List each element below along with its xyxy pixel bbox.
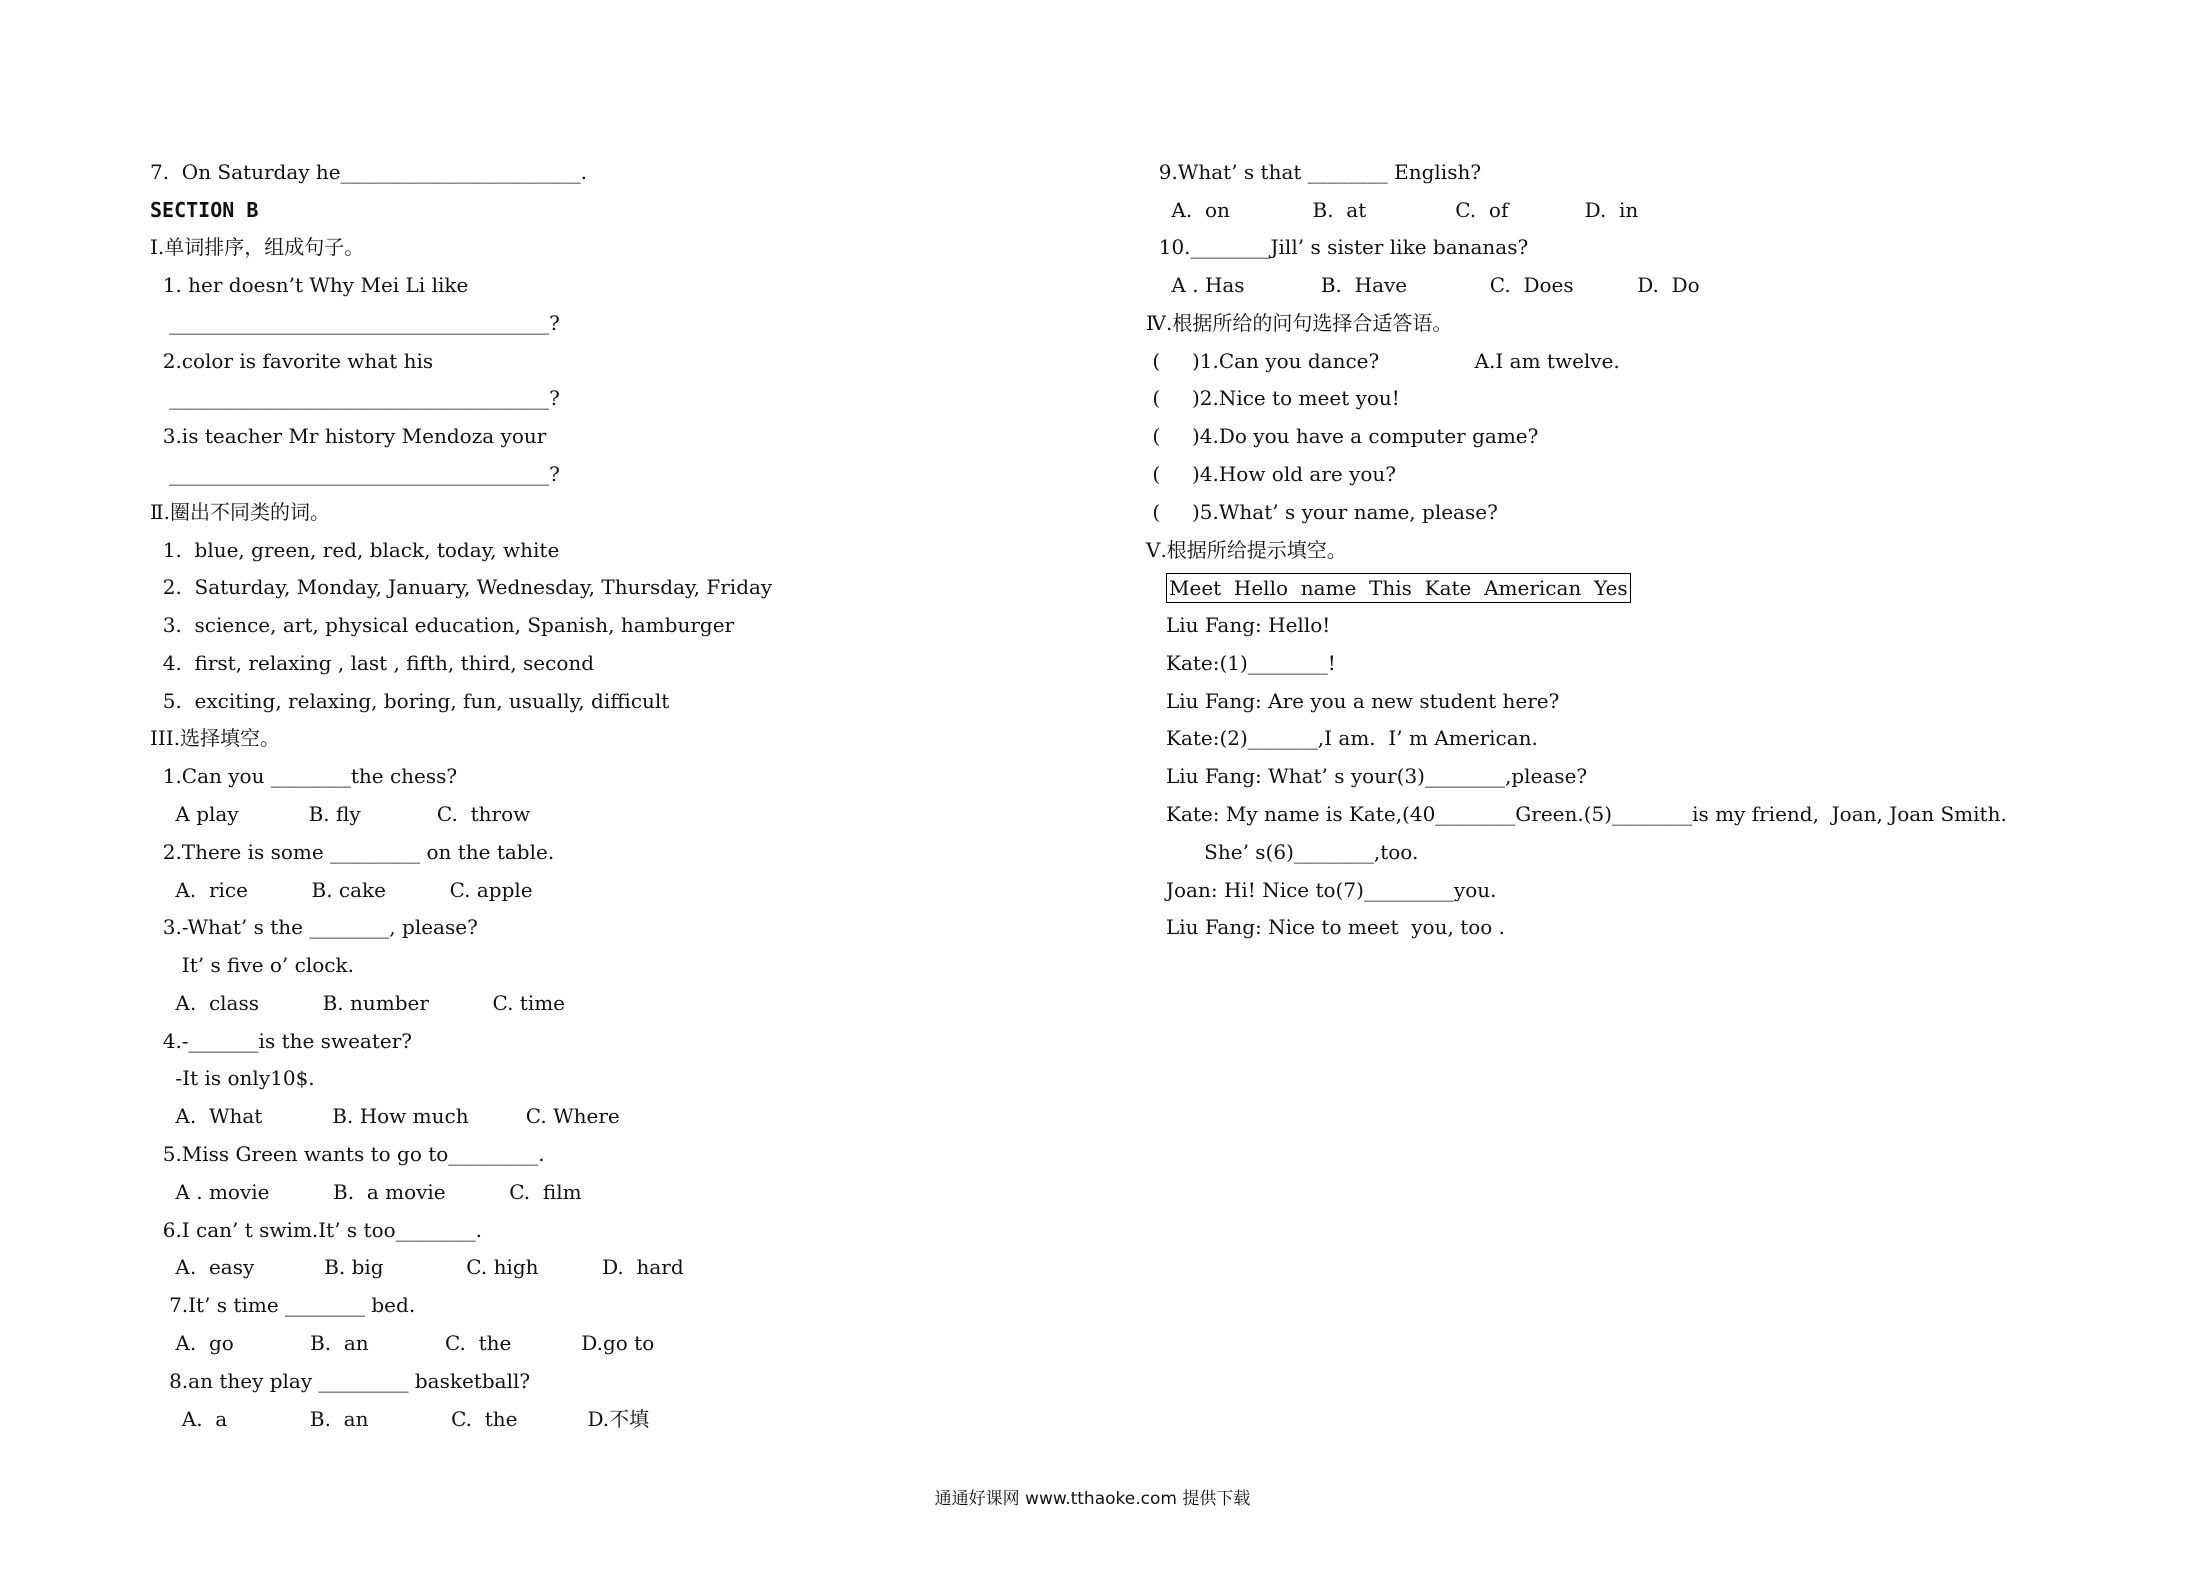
- dialogue-line-9: Liu Fang: Nice to meet you, too .: [1166, 915, 1506, 939]
- dialogue-line-7: She’ s(6)________,too.: [1166, 840, 1419, 864]
- match-item-5: ( )5.What’ s your name, please?: [1146, 500, 1498, 524]
- choice-question-7: 7.It’ s time ________ bed.: [150, 1293, 416, 1317]
- choice-options-3: A. class B. number C. time: [150, 991, 566, 1015]
- dialogue-line-5: Liu Fang: What’ s your(3)________,please?: [1166, 764, 1588, 788]
- dialogue-line-6: Kate: My name is Kate,(40________Green.(5)________is my friend, Joan, Joan Smith.: [1166, 802, 2007, 826]
- dialogue-line-1: Liu Fang: Hello!: [1166, 613, 1331, 637]
- answer-line-3: ______________________________________?: [150, 462, 560, 486]
- choice-options-8: A. a B. an C. the D.不填: [150, 1407, 650, 1431]
- answer-line-2: ______________________________________?: [150, 386, 560, 410]
- choice-options-1: A play B. fly C. throw: [150, 802, 531, 826]
- choice-question-9: 9.What’ s that ________ English?: [1146, 160, 1482, 184]
- odd-one-out-item-3: 3. science, art, physical education, Spanish, hamburger: [150, 613, 735, 637]
- choice-question-4-reply: -It is only10$.: [150, 1066, 315, 1090]
- part-1-heading: Ⅰ.单词排序，组成句子。: [150, 235, 365, 259]
- odd-one-out-item-4: 4. first, relaxing , last , fifth, third, second: [150, 651, 595, 675]
- part-5-heading: Ⅴ.根据所给提示填空。: [1146, 538, 1347, 562]
- dialogue-line-2: Kate:(1)________!: [1166, 651, 1336, 675]
- part-2-heading: Ⅱ.圈出不同类的词。: [150, 500, 330, 524]
- choice-options-4: A. What B. How much C. Where: [150, 1104, 620, 1128]
- choice-options-6: A. easy B. big C. high D. hard: [150, 1255, 684, 1279]
- section-b-heading: SECTION B: [150, 198, 259, 222]
- dialogue-line-3: Liu Fang: Are you a new student here?: [1166, 689, 1560, 713]
- choice-options-7: A. go B. an C. the D.go to: [150, 1331, 655, 1355]
- section-a-question-7: 7. On Saturday he________________________.: [150, 160, 587, 184]
- choice-question-8: 8.an they play _________ basketball?: [150, 1369, 531, 1393]
- choice-options-2: A. rice B. cake C. apple: [150, 878, 533, 902]
- reorder-item-1: 1. her doesn’t Why Mei Li like: [150, 273, 469, 297]
- choice-question-2: 2.There is some _________ on the table.: [150, 840, 555, 864]
- choice-question-3: 3.-What’ s the ________, please?: [150, 915, 478, 939]
- choice-options-9: A. on B. at C. of D. in: [1146, 198, 1639, 222]
- choice-question-6: 6.I can’ t swim.It’ s too________.: [150, 1218, 483, 1242]
- reorder-item-2: 2.color is favorite what his: [150, 349, 434, 373]
- odd-one-out-item-1: 1. blue, green, red, black, today, white: [150, 538, 560, 562]
- footer-credit: 通通好课网 www.tthaoke.com 提供下载: [934, 1489, 1251, 1509]
- dialogue-line-8: Joan: Hi! Nice to(7)_________you.: [1166, 878, 1497, 902]
- dialogue-line-4: Kate:(2)_______,I am. I’ m American.: [1166, 726, 1538, 750]
- match-item-1: ( )1.Can you dance? A.I am twelve.: [1146, 349, 1620, 373]
- odd-one-out-item-5: 5. exciting, relaxing, boring, fun, usually, difficult: [150, 689, 670, 713]
- part-3-heading: III.选择填空。: [150, 726, 281, 750]
- reorder-item-3: 3.is teacher Mr history Mendoza your: [150, 424, 547, 448]
- choice-options-5: A . movie B. a movie C. film: [150, 1180, 582, 1204]
- word-bank-box: Meet Hello name This Kate American Yes: [1166, 573, 1631, 603]
- choice-question-4: 4.-_______is the sweater?: [150, 1029, 412, 1053]
- answer-line-1: ______________________________________?: [150, 311, 560, 335]
- part-4-heading: Ⅳ.根据所给的问句选择合适答语。: [1146, 311, 1453, 335]
- choice-question-10: 10.________Jill’ s sister like bananas?: [1146, 235, 1529, 259]
- choice-question-3-reply: It’ s five o’ clock.: [150, 953, 354, 977]
- choice-question-5: 5.Miss Green wants to go to_________.: [150, 1142, 545, 1166]
- choice-question-1: 1.Can you ________the chess?: [150, 764, 458, 788]
- match-item-4: ( )4.How old are you?: [1146, 462, 1397, 486]
- choice-options-10: A . Has B. Have C. Does D. Do: [1146, 273, 1700, 297]
- match-item-2: ( )2.Nice to meet you!: [1146, 386, 1400, 410]
- match-item-3: ( )4.Do you have a computer game?: [1146, 424, 1539, 448]
- odd-one-out-item-2: 2. Saturday, Monday, January, Wednesday, Thursday, Friday: [150, 575, 773, 599]
